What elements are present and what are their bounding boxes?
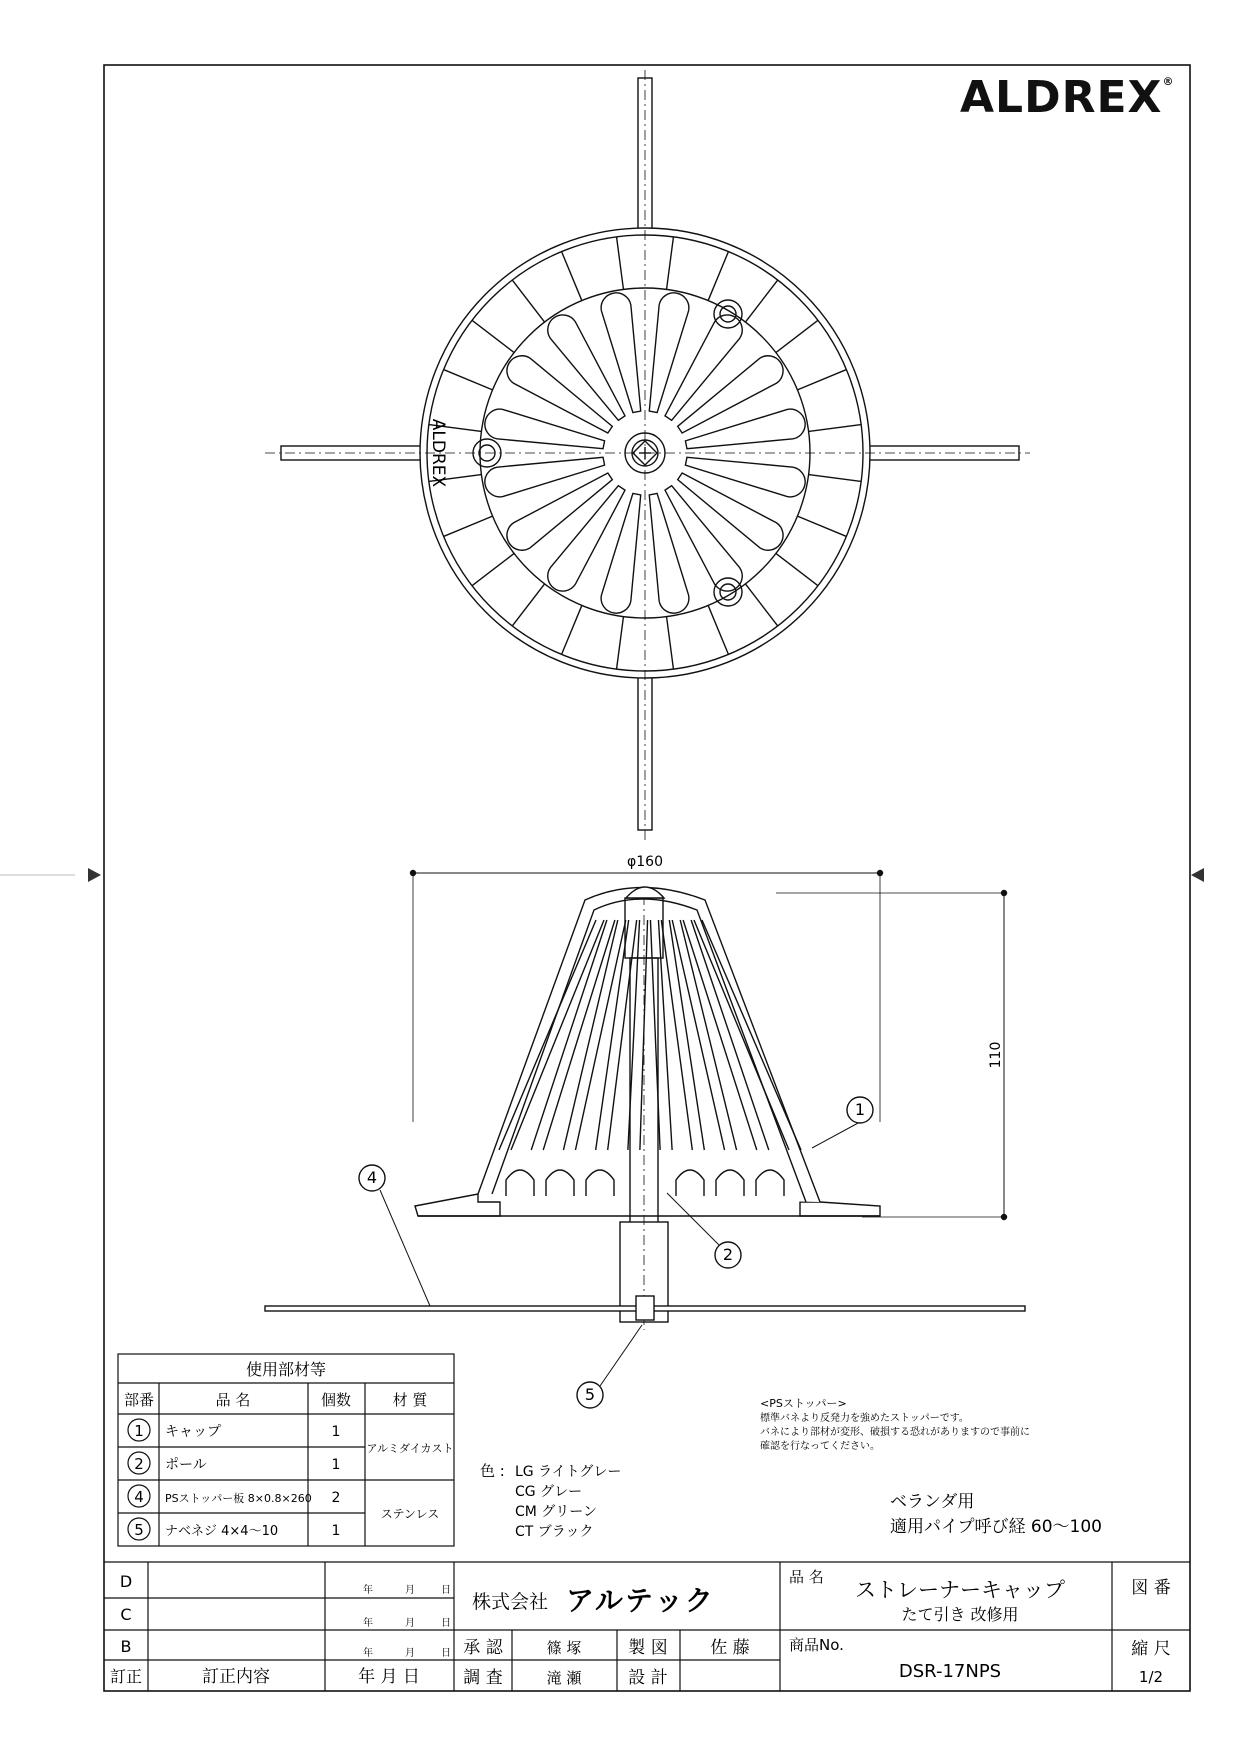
rev-footer-date: 年 月 日: [358, 1667, 420, 1687]
registered-mark: ®: [1162, 75, 1175, 88]
check-label: 調 査: [463, 1668, 503, 1688]
product-name-label: 品 名: [789, 1568, 824, 1586]
part-row-2-name: ポール: [165, 1457, 207, 1473]
rev-b-month: 月: [405, 1648, 415, 1659]
material-stainless: ステンレス: [380, 1507, 440, 1521]
part-row-2-qty: 1: [331, 1457, 341, 1473]
product-name: ストレーナーキャップ: [855, 1578, 1065, 1602]
color-label: 色 :: [480, 1462, 505, 1480]
part-row-4-qty: 2: [331, 1490, 341, 1506]
drawer-name: 佐 藤: [710, 1638, 750, 1658]
callout-5: 5: [584, 1385, 596, 1404]
side-view: [265, 871, 1025, 1409]
parts-header-qty: 個数: [320, 1391, 352, 1409]
part-row-4-no: 4: [134, 1488, 144, 1506]
ps-note-line-1: 標準バネより反発力を強めたストッパーです。: [760, 1413, 969, 1424]
usage-line-2: 適用パイプ呼び経 60〜100: [890, 1517, 1102, 1537]
rev-b: B: [120, 1637, 132, 1656]
part-row-5-name: ナベネジ 4×4〜10: [165, 1524, 279, 1539]
company-prefix: 株式会社: [472, 1591, 549, 1613]
usage-line-1: ベランダ用: [890, 1492, 975, 1512]
rev-footer-label: 訂正: [109, 1667, 143, 1686]
approver-name: 篠 塚: [546, 1639, 582, 1657]
center-mark-left-icon: [88, 868, 101, 882]
plan-view: [265, 70, 1030, 840]
part-row-5-qty: 1: [331, 1523, 341, 1539]
part-row-5-no: 5: [134, 1521, 144, 1539]
rev-b-year: 年: [363, 1648, 373, 1659]
plan-brand-label: ALDREX: [428, 418, 448, 488]
rev-d-year: 年: [363, 1585, 373, 1596]
parts-header-material: 材 質: [392, 1391, 428, 1409]
company-logo: アルテック: [566, 1584, 715, 1617]
callout-4: 4: [366, 1168, 378, 1187]
brand-logo-text: ALDREX: [960, 72, 1163, 123]
part-row-1-qty: 1: [331, 1424, 341, 1440]
parts-header-no: 部番: [123, 1391, 155, 1409]
rev-footer-content: 訂正内容: [202, 1667, 270, 1687]
approve-label: 承 認: [463, 1638, 503, 1658]
design-label: 設 計: [628, 1668, 668, 1688]
color-lg: LG ライトグレー: [515, 1464, 622, 1480]
ps-note-title: <PSストッパー>: [760, 1397, 847, 1410]
part-row-1-no: 1: [134, 1422, 144, 1440]
callout-1: 1: [854, 1100, 866, 1119]
product-no: DSR-17NPS: [898, 1661, 1002, 1682]
diameter-dimension: φ160: [627, 854, 663, 870]
color-ct: CT ブラック: [515, 1524, 594, 1540]
drawing-no-label: 図 番: [1131, 1578, 1171, 1598]
scale-label: 縮 尺: [1131, 1639, 1171, 1659]
part-row-4-name: PSストッパー板 8×0.8×260: [165, 1492, 312, 1505]
center-mark-right-icon: [1191, 868, 1204, 882]
color-cm: CM グリーン: [515, 1504, 598, 1520]
rev-d-month: 月: [405, 1585, 415, 1596]
checker-name: 滝 瀬: [546, 1669, 582, 1687]
part-row-1-name: キャップ: [165, 1424, 221, 1440]
color-cg: CG グレー: [515, 1484, 583, 1500]
ps-note-line-3: 確認を行なってください。: [760, 1441, 880, 1452]
draw-label: 製 図: [628, 1638, 668, 1658]
scale-value: 1/2: [1138, 1668, 1164, 1686]
material-aluminium: アルミダイカスト: [366, 1442, 454, 1455]
callout-2: 2: [722, 1245, 734, 1264]
ps-note-line-2: バネにより部材が変形、破損する恐れがありますので事前に: [760, 1427, 1030, 1438]
product-subtitle: たて引き 改修用: [901, 1605, 1019, 1624]
parts-table-title: 使用部材等: [245, 1360, 327, 1379]
parts-header-name: 品 名: [215, 1391, 251, 1409]
rev-c: C: [120, 1605, 132, 1624]
product-no-label: 商品No.: [789, 1636, 844, 1654]
rev-d: D: [119, 1572, 133, 1591]
part-row-2-no: 2: [134, 1455, 144, 1473]
rev-c-month: 月: [405, 1618, 415, 1629]
rev-b-day: 日: [441, 1648, 451, 1659]
rev-d-day: 日: [441, 1585, 451, 1596]
rev-c-day: 日: [441, 1618, 451, 1629]
rev-c-year: 年: [363, 1618, 373, 1629]
height-dimension: 110: [988, 1041, 1004, 1069]
